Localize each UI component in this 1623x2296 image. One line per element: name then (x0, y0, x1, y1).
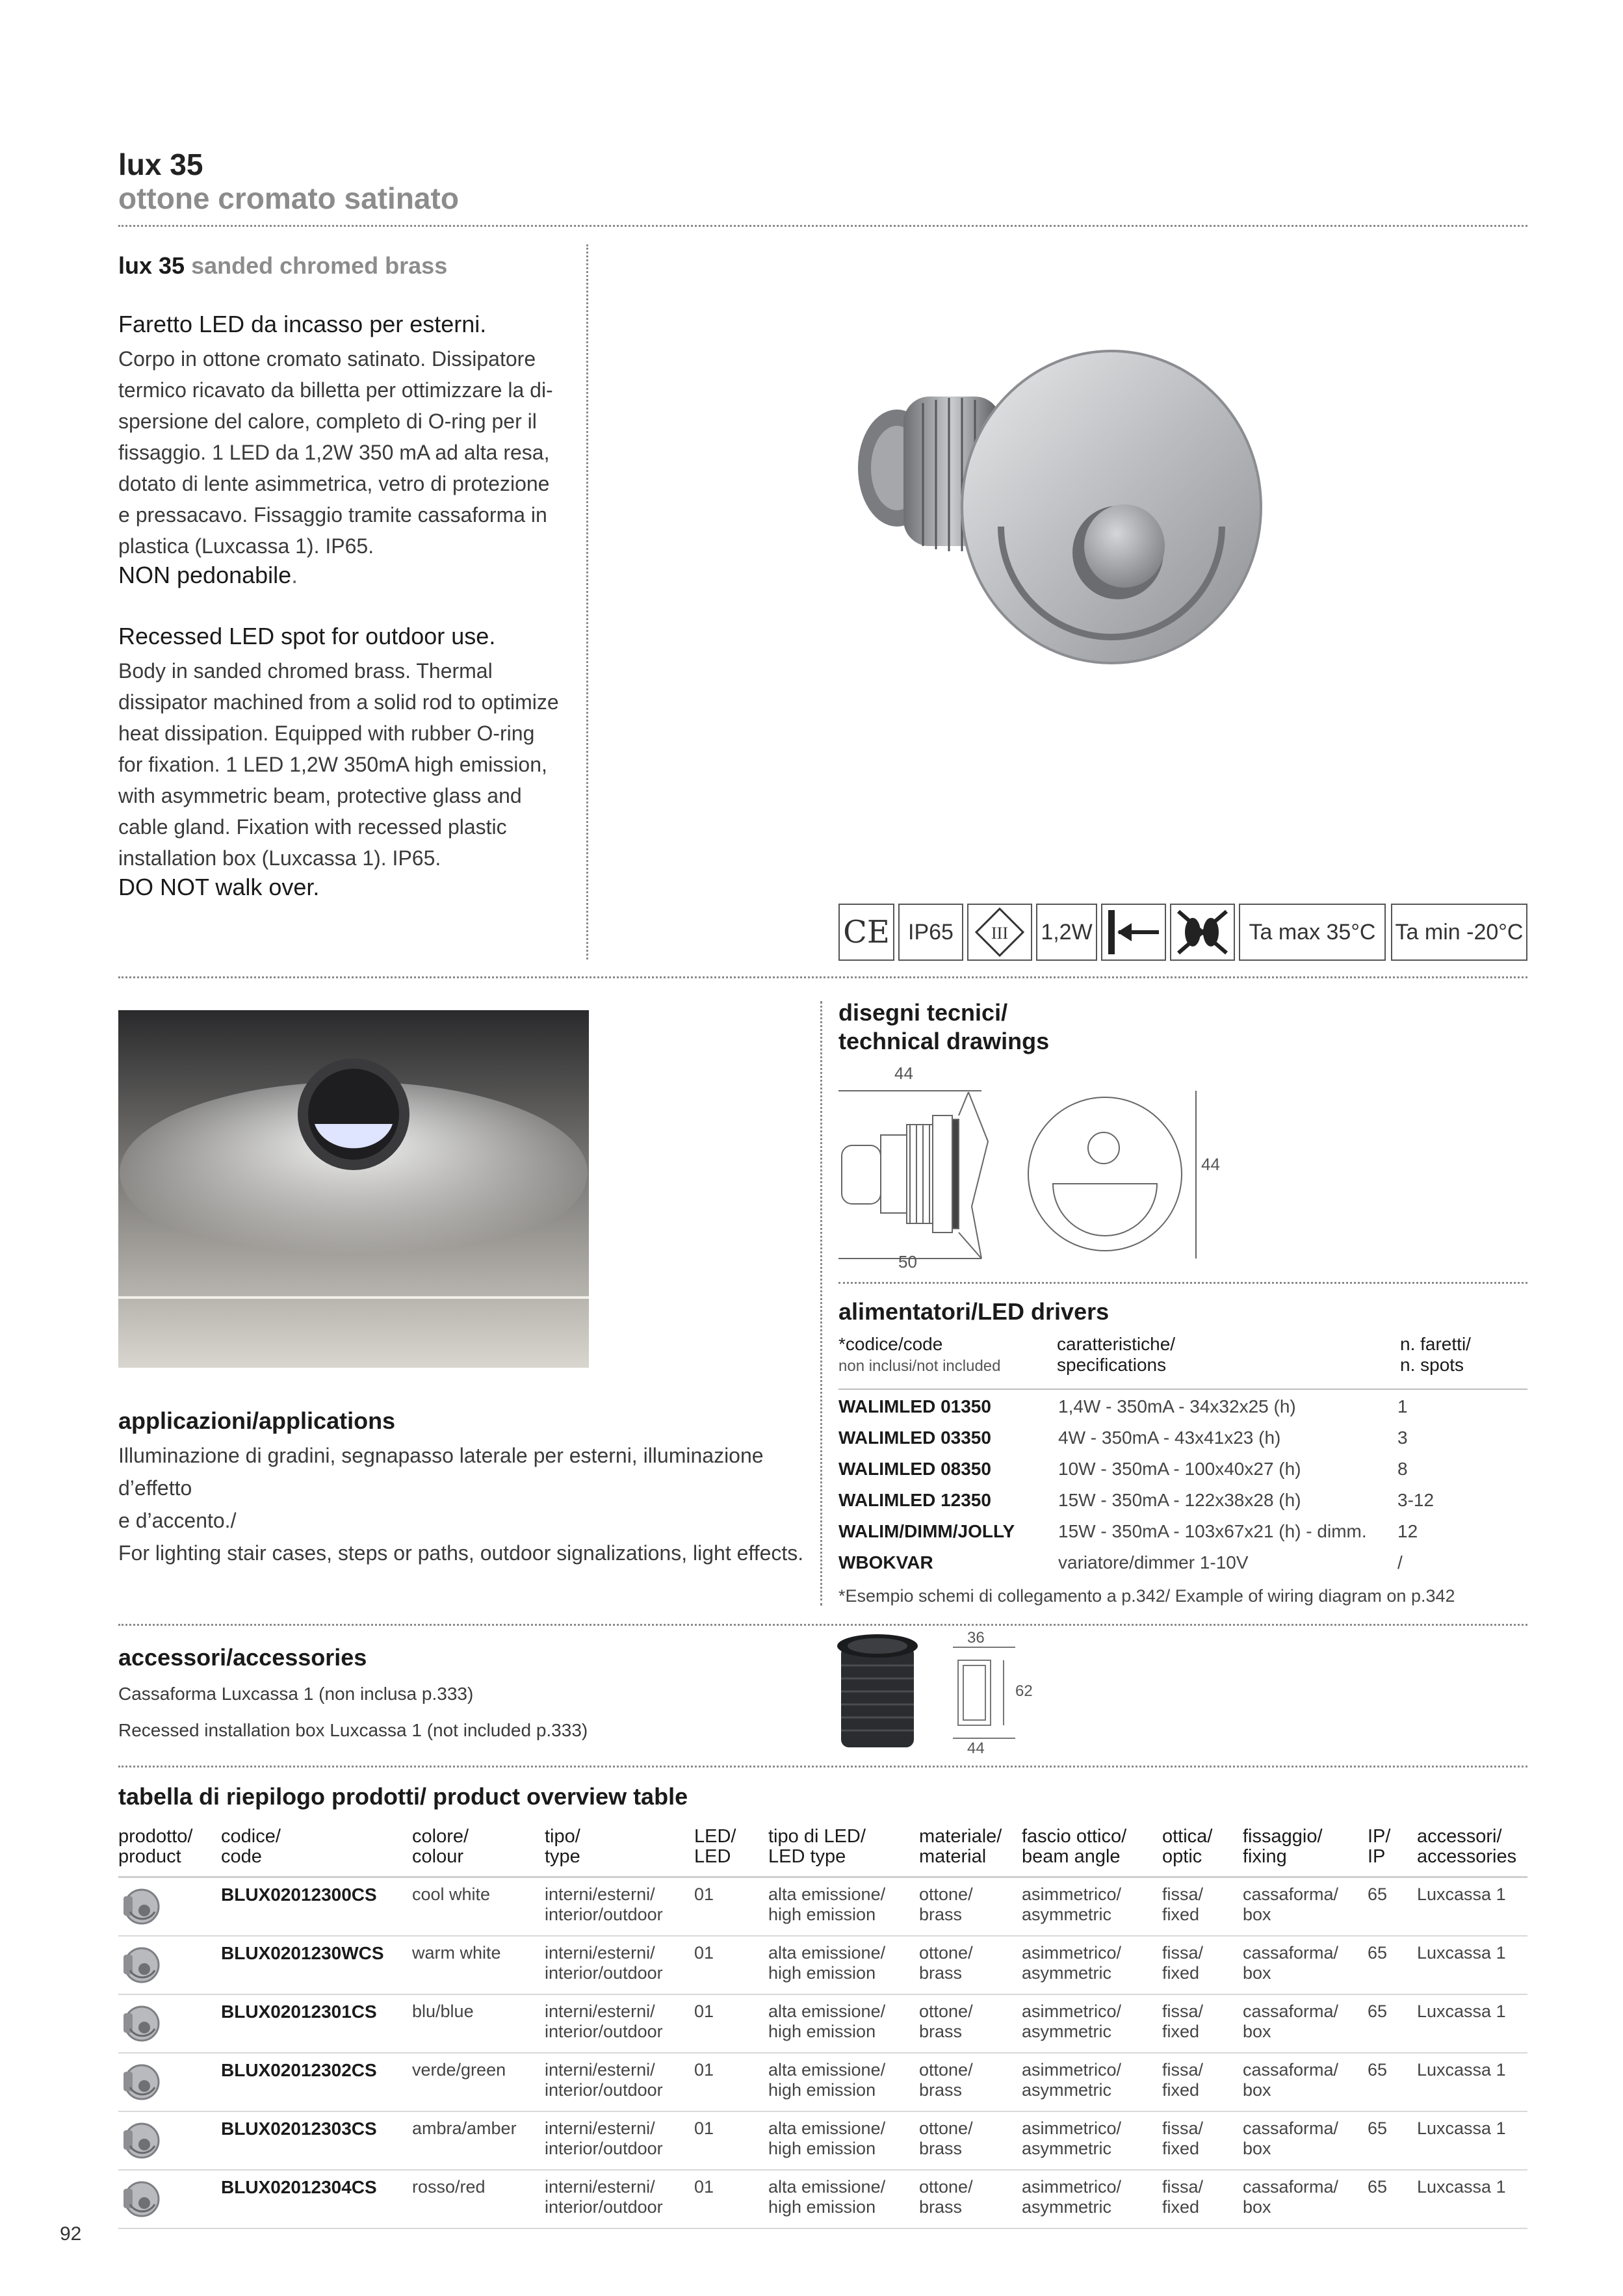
product-thumbnail (118, 1994, 221, 2053)
product-code: BLUX02012304CS (221, 2170, 412, 2228)
product-led: 01 (694, 2053, 768, 2111)
vertical-divider (586, 244, 588, 959)
accessories-en: Recessed installation box Luxcassa 1 (not included p.333) (118, 1720, 588, 1740)
th-accessories: accessori/ accessories (1417, 1827, 1527, 1877)
drivers-footnote: *Esempio schemi di collegamento a p.342/ Example of wiring diagram on p.342 (838, 1586, 1455, 1606)
acc-dim-bottom: 44 (967, 1740, 985, 1757)
table-header-row (118, 1827, 1527, 1877)
th-code: codice/ code (221, 1827, 412, 1877)
table-row (118, 1877, 1527, 1937)
product-fixing: cassaforma/ box (1243, 2053, 1368, 2111)
product-type: interni/esterni/ interior/outdoor (545, 1877, 694, 1937)
product-type: interni/esterni/ interior/outdoor (545, 1994, 694, 2053)
th-material: materiale/ material (919, 1827, 1022, 1877)
product-ip: 65 (1368, 2053, 1417, 2111)
table-row: WBOKVAR variatore/dimmer 1-10V / (838, 1552, 1403, 1572)
product-ip: 65 (1368, 2111, 1417, 2170)
ta-max-badge: Ta max 35°C (1239, 904, 1386, 961)
product-led-type: alta emissione/ high emission (768, 2170, 919, 2228)
page-title: lux 35 (118, 148, 203, 181)
product-led-type: alta emissione/ high emission (768, 2053, 919, 2111)
description-it-lead: Faretto LED da incasso per esterni. (118, 311, 487, 337)
product-thumbnail-icon (118, 2002, 164, 2044)
product-colour: rosso/red (412, 2170, 545, 2228)
product-accessories: Luxcassa 1 (1417, 1994, 1527, 2053)
product-led: 01 (694, 1994, 768, 2053)
th-colour: colore/ colour (412, 1827, 545, 1877)
product-led-type: alta emissione/ high emission (768, 1936, 919, 1994)
product-led-type: alta emissione/ high emission (768, 1994, 919, 2053)
product-accessories: Luxcassa 1 (1417, 2053, 1527, 2111)
product-accessories: Luxcassa 1 (1417, 2170, 1527, 2228)
drivers-col-spec: caratteristiche/ specifications (1057, 1334, 1176, 1375)
product-beam: asimmetrico/ asymmetric (1022, 2053, 1162, 2111)
table-row: WALIMLED 01350 1,4W - 350mA - 34x32x25 (h) 1 (838, 1396, 1408, 1416)
product-optic: fissa/ fixed (1162, 1877, 1243, 1937)
product-colour: warm white (412, 1936, 545, 1994)
product-accessories: Luxcassa 1 (1417, 2111, 1527, 2170)
product-thumbnail (118, 2111, 221, 2170)
product-thumbnail (118, 1936, 221, 1994)
product-ip: 65 (1368, 2170, 1417, 2228)
divider (118, 1766, 1527, 1768)
product-beam: asimmetrico/ asymmetric (1022, 1994, 1162, 2053)
th-beam: fascio ottico/ beam angle (1022, 1827, 1162, 1877)
product-led: 01 (694, 2170, 768, 2228)
dim-bottom: 50 (898, 1252, 917, 1272)
product-fixing: cassaforma/ box (1243, 2170, 1368, 2228)
product-type: interni/esterni/ interior/outdoor (545, 2170, 694, 2228)
divider (118, 976, 1527, 978)
product-beam: asimmetrico/ asymmetric (1022, 1877, 1162, 1937)
product-optic: fissa/ fixed (1162, 2111, 1243, 2170)
product-led: 01 (694, 1877, 768, 1937)
class-iii-icon (967, 904, 1032, 961)
product-optic: fissa/ fixed (1162, 2053, 1243, 2111)
product-accessories: Luxcassa 1 (1417, 1877, 1527, 1937)
product-material: ottone/ brass (919, 1936, 1022, 1994)
overview-heading: tabella di riepilogo prodotti/ product overview table (118, 1783, 688, 1810)
table-row: WALIM/DIMM/JOLLY 15W - 350mA - 103x67x21 (h) - dimm. 12 (838, 1521, 1418, 1541)
product-colour: cool white (412, 1877, 545, 1937)
acc-dim-right: 62 (1015, 1682, 1033, 1700)
th-led: LED/ LED (694, 1827, 768, 1877)
vertical-divider (820, 1001, 822, 1606)
description-en-body: Body in sanded chromed brass. Thermal dissipator machined from a solid rod to optimize heat dissipation. Equipped with rubber O-ring for fixation. 1 LED 1,2W 350mA high emission, with asymmetric beam, protective glass and cable gland. Fixation with recessed plastic installation box (Luxcassa 1). IP65. (118, 659, 559, 870)
ip65-badge: IP65 (898, 904, 963, 961)
product-fixing: cassaforma/ box (1243, 1994, 1368, 2053)
product-material: ottone/ brass (919, 2053, 1022, 2111)
page-subtitle: ottone cromato satinato (118, 181, 459, 215)
product-thumbnail-icon (118, 1885, 164, 1927)
th-optic: ottica/ optic (1162, 1827, 1243, 1877)
description-it-warning: NON pedonabile. (118, 562, 298, 588)
product-thumbnail-icon (118, 2060, 164, 2103)
overview-table (118, 1827, 1527, 2229)
description-it (118, 311, 567, 589)
drawings-heading: disegni tecnici/ technical drawings (838, 999, 1050, 1054)
product-colour: blu/blue (412, 1994, 545, 2053)
product-material: ottone/ brass (919, 1994, 1022, 2053)
product-code: BLUX0201230WCS (221, 1936, 412, 1994)
applications-text: Illuminazione di gradini, segnapasso laterale per esterni, illuminazione d’effetto e d’accento./ For lighting stair cases, steps or paths, outdoor signalizations, light effects. (118, 1444, 804, 1565)
accessories-it: Cassaforma Luxcassa 1 (non inclusa p.333) (118, 1684, 474, 1704)
product-thumbnail-icon (118, 1943, 164, 1986)
acc-dim-top: 36 (967, 1629, 985, 1647)
product-code: BLUX02012302CS (221, 2053, 412, 2111)
drivers-table (838, 1396, 1527, 1591)
th-type: tipo/ type (545, 1827, 694, 1877)
product-material: ottone/ brass (919, 1877, 1022, 1937)
install-box-photo (825, 1633, 929, 1756)
product-optic: fissa/ fixed (1162, 2170, 1243, 2228)
th-product: prodotto/ product (118, 1827, 221, 1877)
table-row: WALIMLED 12350 15W - 350mA - 122x38x28 (h) 3-12 (838, 1490, 1435, 1510)
product-ip: 65 (1368, 1936, 1417, 1994)
th-led-type: tipo di LED/ LED type (768, 1827, 919, 1877)
product-code: BLUX02012301CS (221, 1994, 412, 2053)
product-optic: fissa/ fixed (1162, 1994, 1243, 2053)
product-led: 01 (694, 2111, 768, 2170)
application-photo (118, 1010, 589, 1368)
product-thumbnail (118, 2053, 221, 2111)
description-en-lead: Recessed LED spot for outdoor use. (118, 623, 496, 649)
product-type: interni/esterni/ interior/outdoor (545, 1936, 694, 1994)
applications-heading: applicazioni/applications (118, 1407, 396, 1434)
divider (118, 1624, 1527, 1626)
svg-text:III: III (991, 924, 1008, 943)
table-row (118, 1936, 1527, 1994)
page-number: 92 (60, 2223, 82, 2245)
product-led-type: alta emissione/ high emission (768, 1877, 919, 1937)
product-colour: verde/green (412, 2053, 545, 2111)
table-row: WALIMLED 08350 10W - 350mA - 100x40x27 (h) 8 (838, 1459, 1408, 1479)
product-thumbnail (118, 1877, 221, 1937)
product-photo (819, 338, 1287, 676)
technical-drawing (832, 1063, 1235, 1272)
product-beam: asimmetrico/ asymmetric (1022, 2170, 1162, 2228)
product-thumbnail-icon (118, 2177, 164, 2220)
accessories-heading: accessori/accessories (118, 1644, 367, 1671)
product-fixing: cassaforma/ box (1243, 1877, 1368, 1937)
product-optic: fissa/ fixed (1162, 1936, 1243, 1994)
product-accessories: Luxcassa 1 (1417, 1936, 1527, 1994)
product-material: ottone/ brass (919, 2111, 1022, 2170)
product-code: BLUX02012300CS (221, 1877, 412, 1937)
product-thumbnail-icon (118, 2119, 164, 2161)
table-row (118, 2053, 1527, 2111)
dim-top: 44 (894, 1063, 913, 1083)
product-ip: 65 (1368, 1994, 1417, 2053)
dim-right: 44 (1201, 1155, 1220, 1174)
product-colour: ambra/amber (412, 2111, 545, 2170)
product-type: interni/esterni/ interior/outdoor (545, 2053, 694, 2111)
product-name-en: lux 35 sanded chromed brass (118, 252, 448, 279)
table-row: WALIMLED 03350 4W - 350mA - 43x41x23 (h) 3 (838, 1428, 1408, 1448)
divider (838, 1282, 1527, 1284)
product-fixing: cassaforma/ box (1243, 1936, 1368, 1994)
description-it-body: Corpo in ottone cromato satinato. Dissipatore termico ricavato da billetta per ottimizzare la di- spersione del calore, completo di O-ring per il fissaggio. 1 LED da 1,2W 350 mA ad alta resa, dotato di lente asimmetrica, vetro di protezione e pressacavo. Fissaggio tramite cassaforma in plastica (Luxcassa 1). IP65. (118, 347, 553, 558)
recessed-icon (1101, 904, 1166, 961)
product-thumbnail (118, 2170, 221, 2228)
product-led-type: alta emissione/ high emission (768, 2111, 919, 2170)
table-row (118, 1994, 1527, 2053)
product-ip: 65 (1368, 1877, 1417, 1937)
product-fixing: cassaforma/ box (1243, 2111, 1368, 2170)
description-en (118, 623, 567, 901)
drivers-rule (838, 1389, 1527, 1390)
th-fixing: fissaggio/ fixing (1243, 1827, 1368, 1877)
product-material: ottone/ brass (919, 2170, 1022, 2228)
power-badge: 1,2W (1036, 904, 1097, 961)
drivers-col-spots: n. faretti/ n. spots (1400, 1334, 1471, 1375)
table-row (118, 2111, 1527, 2170)
th-ip: IP/ IP (1368, 1827, 1417, 1877)
install-box-drawing (952, 1643, 1017, 1741)
divider (118, 225, 1527, 227)
table-row (118, 2170, 1527, 2228)
product-beam: asimmetrico/ asymmetric (1022, 2111, 1162, 2170)
product-led: 01 (694, 1936, 768, 1994)
description-en-warning: DO NOT walk over. (118, 874, 320, 900)
product-beam: asimmetrico/ asymmetric (1022, 1936, 1162, 1994)
drivers-heading: alimentatori/LED drivers (838, 1298, 1110, 1325)
ta-min-badge: Ta min -20°C (1391, 904, 1527, 961)
ce-mark-icon: CE (838, 904, 894, 961)
product-code: BLUX02012303CS (221, 2111, 412, 2170)
drivers-col-code: *codice/code non inclusi/not included (838, 1334, 1001, 1375)
no-walk-icon (1170, 904, 1235, 961)
product-type: interni/esterni/ interior/outdoor (545, 2111, 694, 2170)
